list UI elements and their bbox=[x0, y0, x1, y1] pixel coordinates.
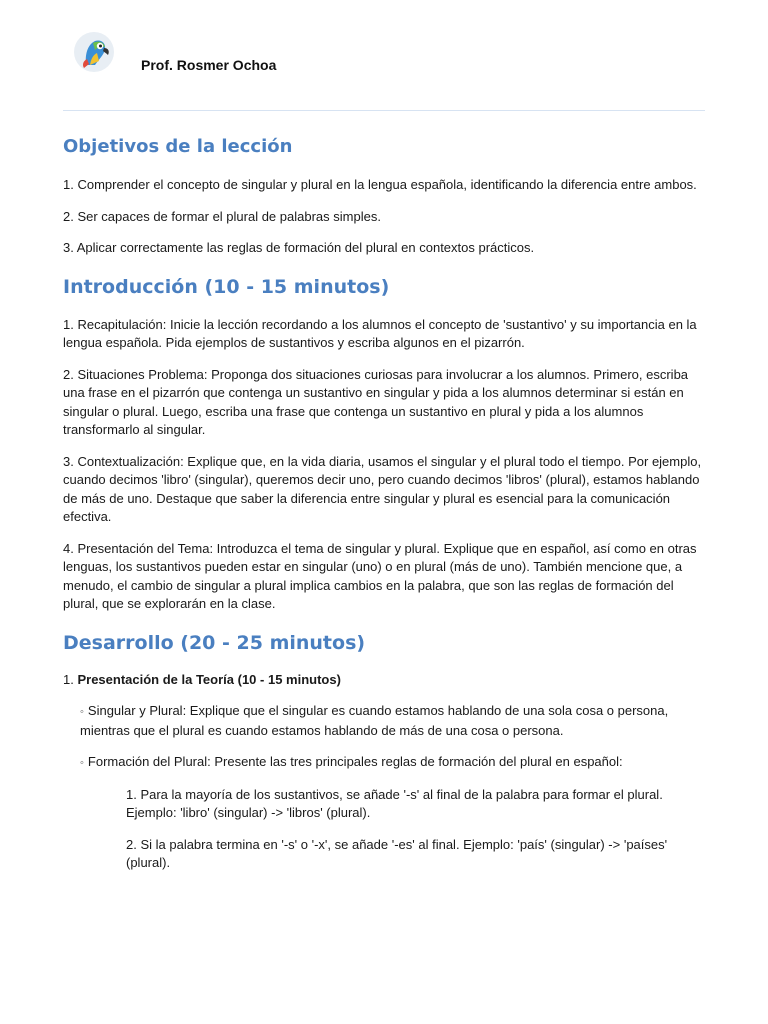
bullet-item bbox=[80, 753, 705, 773]
objectives-heading: Objetivos de la lección bbox=[63, 136, 293, 157]
objective-item: 1. Comprender el concepto de singular y plural en la lengua española, identificando la diferencia entre ambos. bbox=[63, 177, 697, 192]
header-divider bbox=[63, 110, 705, 111]
page-header bbox=[73, 28, 705, 78]
author-name: Prof. Rosmer Ochoa bbox=[141, 57, 277, 73]
introduction-heading: Introducción (10 - 15 minutos) bbox=[63, 275, 390, 298]
bullet-icon: ◦ bbox=[80, 706, 84, 718]
section-title: Presentación de la Teoría (10 - 15 minutos) bbox=[77, 671, 341, 687]
rule-item: 2. Si la palabra termina en '-s' o '-x', se añade '-es' al final. Ejemplo: 'país' (singular) -> 'países' (plural). bbox=[126, 836, 668, 870]
rule-item: 1. Para la mayoría de los sustantivos, se añade '-s' al final de la palabra para formar el plural. Ejemplo: 'libro' (singular) -> 'libros' (plural). bbox=[126, 786, 663, 820]
main-content bbox=[63, 136, 705, 886]
bullet-item bbox=[80, 702, 705, 740]
bullet-text: Singular y Plural: Explique que el singular es cuando estamos hablando de una sola cosa o persona, mientras que el plural es cuando estamos hablando de más de una cosa o persona. bbox=[80, 703, 669, 738]
introduction-item: 2. Situaciones Problema: Proponga dos situaciones curiosas para involucrar a los alumnos. Primero, escriba una frase en el pizarrón que contenga un sustantivo en singular y pida a los alumnos determinar si están en singular o plural. Luego, escriba una frase que contenga un sustantivo en plural y pida a los alumnos transformarlo al singular. bbox=[63, 366, 689, 437]
parrot-logo-icon bbox=[73, 31, 115, 73]
objective-item: 3. Aplicar correctamente las reglas de formación del plural en contextos prácticos. bbox=[63, 240, 535, 255]
bullet-text: Formación del Plural: Presente las tres principales reglas de formación del plural en español: bbox=[87, 754, 623, 769]
introduction-item: 4. Presentación del Tema: Introduzca el tema de singular y plural. Explique que en español, así como en otras lenguas, los sustantivos pueden estar en singular (uno) o en plural (más de uno). También mencione que, a menudo, el cambio de singular a plural implica cambios en la palabra, que son las reglas de formación del plural, que se explorarán en la clase. bbox=[63, 540, 697, 611]
development-heading: Desarrollo (20 - 25 minutos) bbox=[63, 631, 366, 654]
introduction-item: 1. Recapitulación: Inicie la lección recordando a los alumnos el concepto de 'sustantivo' y su importancia en la lengua española. Pida ejemplos de sustantivos y escriba algunos en el pizarrón. bbox=[63, 316, 697, 350]
bullet-icon: ◦ bbox=[80, 757, 84, 769]
development-section-title bbox=[63, 671, 705, 690]
section-number: 1. bbox=[63, 671, 74, 687]
introduction-item: 3. Contextualización: Explique que, en la vida diaria, usamos el singular y el plural todo el tiempo. Por ejemplo, cuando decimos 'libro' (singular), queremos decir uno, pero cuando decimos 'libros' (plural), estamos hablando de más de uno. Destaque que saber la diferencia entre singular y plural es esencial para la comunicación efectiva. bbox=[63, 453, 702, 524]
objective-item: 2. Ser capaces de formar el plural de palabras simples. bbox=[63, 208, 381, 224]
